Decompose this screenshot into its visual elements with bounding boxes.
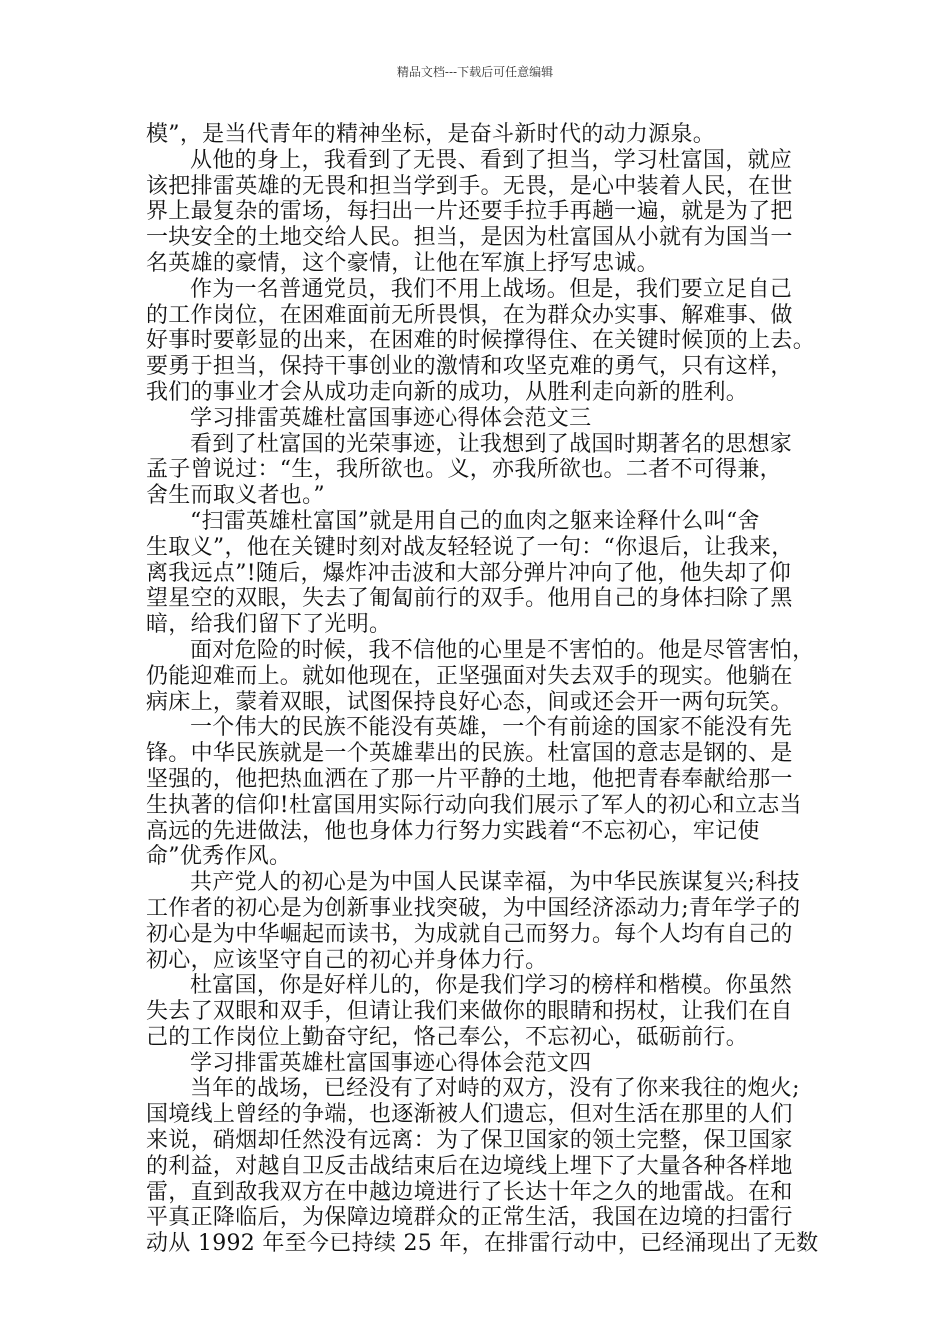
text-line: 锋。中华民族就是一个英雄辈出的民族。杜富国的意志是钢的、是: [146, 741, 793, 767]
text-line: 望星空的双眼，失去了匍匐前行的双手。他用自己的身体扫除了黑: [146, 586, 793, 612]
text-line: 学习排雷英雄杜富国事迹心得体会范文四: [190, 1050, 592, 1076]
text-line: 命”优秀作风。: [146, 844, 292, 870]
text-line: 己的工作岗位上勤奋守纪，恪己奉公，不忘初心，砥砺前行。: [146, 1024, 749, 1050]
text-line: 一个伟大的民族不能没有英雄，一个有前途的国家不能没有先: [190, 715, 793, 741]
text-line: 舍生而取义者也。”: [146, 483, 325, 509]
document-body: [146, 122, 818, 1257]
text-line: 生取义”，他在关键时刻对战友轻轻说了一句：“你退后，让我来，: [146, 534, 794, 560]
text-line: 平真正降临后，为保障边境群众的正常生活，我国在边境的扫雷行: [146, 1205, 793, 1231]
text-line: 看到了杜富国的光荣事迹，让我想到了战国时期著名的思想家: [190, 431, 793, 457]
text-line: 的工作岗位，在困难面前无所畏惧，在为群众办实事、解难事、做: [146, 302, 793, 328]
text-line: 初心是为中华崛起而读书，为成就自己而努力。每个人均有自己的: [146, 921, 793, 947]
text-line: 我们的事业才会从成功走向新的成功，从胜利走向新的胜利。: [146, 379, 749, 405]
text-line: 国境线上曾经的争端，也逐渐被人们遗忘，但对生活在那里的人们: [146, 1102, 793, 1128]
text-line: 离我远点”!随后，爆炸冲击波和大部分弹片冲向了他，他失却了仰: [146, 560, 792, 586]
text-line: 模”，是当代青年的精神坐标，是奋斗新时代的动力源泉。: [146, 122, 716, 147]
text-line: 失去了双眼和双手，但请让我们来做你的眼睛和拐杖，让我们在自: [146, 999, 793, 1025]
text-line: 杜富国，你是好样儿的，你是我们学习的榜样和楷模。你虽然: [190, 973, 793, 999]
text-line: 动从 1992 年至今已持续 25 年，在排雷行动中，已经涌现出了无数: [146, 1231, 818, 1257]
text-line: 雷，直到敌我双方在中越边境进行了长达十年之久的地雷战。在和: [146, 1179, 793, 1205]
text-line: 作为一名普通党员，我们不用上战场。但是，我们要立足自己: [190, 276, 793, 302]
text-line: 要勇于担当，保持干事创业的激情和攻坚克难的勇气，只有这样，: [146, 354, 793, 380]
text-line: 高远的先进做法，他也身体力行努力实践着“不忘初心，牢记使: [146, 818, 760, 844]
text-line: 好事时要彰显的出来，在困难的时候撑得住、在关键时候顶的上去。: [146, 328, 816, 354]
text-line: 初心，应该坚守自己的初心并身体力行。: [146, 947, 548, 973]
text-line: 坚强的，他把热血洒在了那一片平静的土地，他把青春奉献给那一: [146, 766, 793, 792]
text-line: 仍能迎难而上。就如他现在，正坚强面对失去双手的现实。他躺在: [146, 663, 793, 689]
page-header: 精品文档---下载后可任意编辑: [396, 65, 554, 79]
text-line: 工作者的初心是为创新事业找突破，为中国经济添动力;青年学子的: [146, 895, 801, 921]
text-line: 暗，给我们留下了光明。: [146, 612, 392, 638]
text-line: 的利益，对越自卫反击战结束后在边境线上埋下了大量各种各样地: [146, 1153, 793, 1179]
text-line: 孟子曾说过：“生，我所欲也。义，亦我所欲也。二者不可得兼，: [146, 457, 782, 483]
text-line: 当年的战场，已经没有了对峙的双方，没有了你来我往的炮火;: [190, 1076, 800, 1102]
text-line: 该把排雷英雄的无畏和担当学到手。无畏，是心中装着人民，在世: [146, 173, 793, 199]
text-line: 面对危险的时候，我不信他的心里是不害怕的。他是尽管害怕，: [190, 637, 815, 663]
text-line: 病床上，蒙着双眼，试图保持良好心态，间或还会开一两句玩笑。: [146, 689, 793, 715]
text-line: 生执著的信仰!杜富国用实际行动向我们展示了军人的初心和立志当: [146, 792, 802, 818]
text-line: 来说，硝烟却任然没有远离：为了保卫国家的领土完整，保卫国家: [146, 1128, 793, 1154]
text-line: 共产党人的初心是为中国人民谋幸福，为中华民族谋复兴;科技: [190, 870, 800, 896]
text-line: 学习排雷英雄杜富国事迹心得体会范文三: [190, 405, 592, 431]
text-line: 一块安全的土地交给人民。担当，是因为杜富国从小就有为国当一: [146, 225, 793, 251]
text-line: 界上最复杂的雷场，每扫出一片还要手拉手再趟一遍，就是为了把: [146, 199, 793, 225]
text-line: 名英雄的豪情，这个豪情，让他在军旗上抒写忠诚。: [146, 250, 659, 276]
text-line: 从他的身上，我看到了无畏、看到了担当，学习杜富国，就应: [190, 147, 793, 173]
text-line: “扫雷英雄杜富国”就是用自己的血肉之躯来诠释什么叫“舍: [190, 508, 760, 534]
